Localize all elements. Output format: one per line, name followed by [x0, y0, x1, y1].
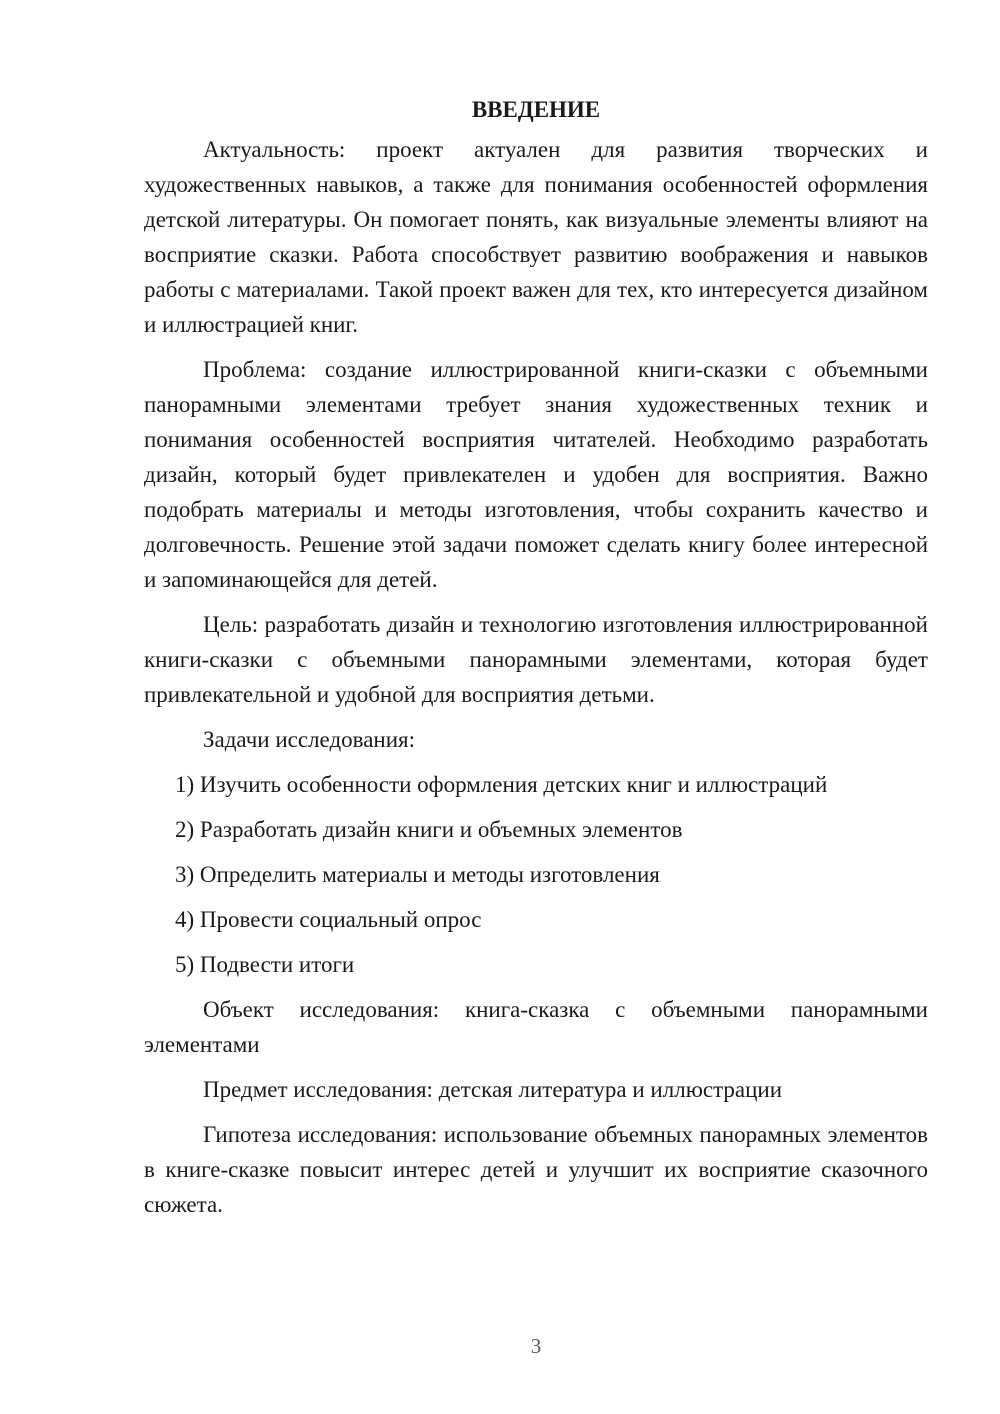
page-content — [144, 92, 928, 1232]
task-item: 2) Разработать дизайн книги и объемных элементов — [175, 817, 683, 842]
goal-paragraph: Цель: разработать дизайн и технологию изготовления иллюстрированной книги-сказки с объемными панорамными элементами, которая будет привлекательной и удобной для восприятия детьми. — [144, 612, 928, 707]
section-heading: ВВЕДЕНИЕ — [471, 97, 601, 122]
tasks-list — [144, 767, 928, 982]
task-item: 1) Изучить особенности оформления детских книг и иллюстраций — [175, 772, 828, 797]
task-item: 5) Подвести итоги — [175, 952, 355, 977]
task-item: 4) Провести социальный опрос — [175, 907, 482, 932]
tasks-heading: Задачи исследования: — [203, 727, 416, 752]
page-number: 3 — [530, 1334, 542, 1358]
relevance-paragraph: Актуальность: проект актуален для развития творческих и художественных навыков, а также для понимания особенностей оформления детской литературы. Он помогает понять, как визуальные элементы влияют на восприятие сказки. Работа способствует развитию воображения и навыков работы с материалами. Такой проект важен для тех, кто интересуется дизайном и иллюстрацией книг. — [144, 137, 928, 337]
object-paragraph: Объект исследования: книга-сказка с объемными панорамными элементами — [144, 997, 928, 1057]
hypothesis-paragraph: Гипотеза исследования: использование объемных панорамных элементов в книге-сказке повысит интерес детей и улучшит их восприятие сказочного сюжета. — [144, 1122, 928, 1217]
problem-paragraph: Проблема: создание иллюстрированной книги-сказки с объемными панорамными элементами требует знания художественных техник и понимания особенностей восприятия читателей. Необходимо разработать дизайн, который будет привлекателен и удобен для восприятия. Важно подобрать материалы и методы изготовления, чтобы сохранить качество и долговечность. Решение этой задачи поможет сделать книгу более интересной и запоминающейся для детей. — [144, 357, 928, 592]
task-item: 3) Определить материалы и методы изготовления — [175, 862, 660, 887]
subject-paragraph: Предмет исследования: детская литература и иллюстрации — [203, 1077, 783, 1102]
